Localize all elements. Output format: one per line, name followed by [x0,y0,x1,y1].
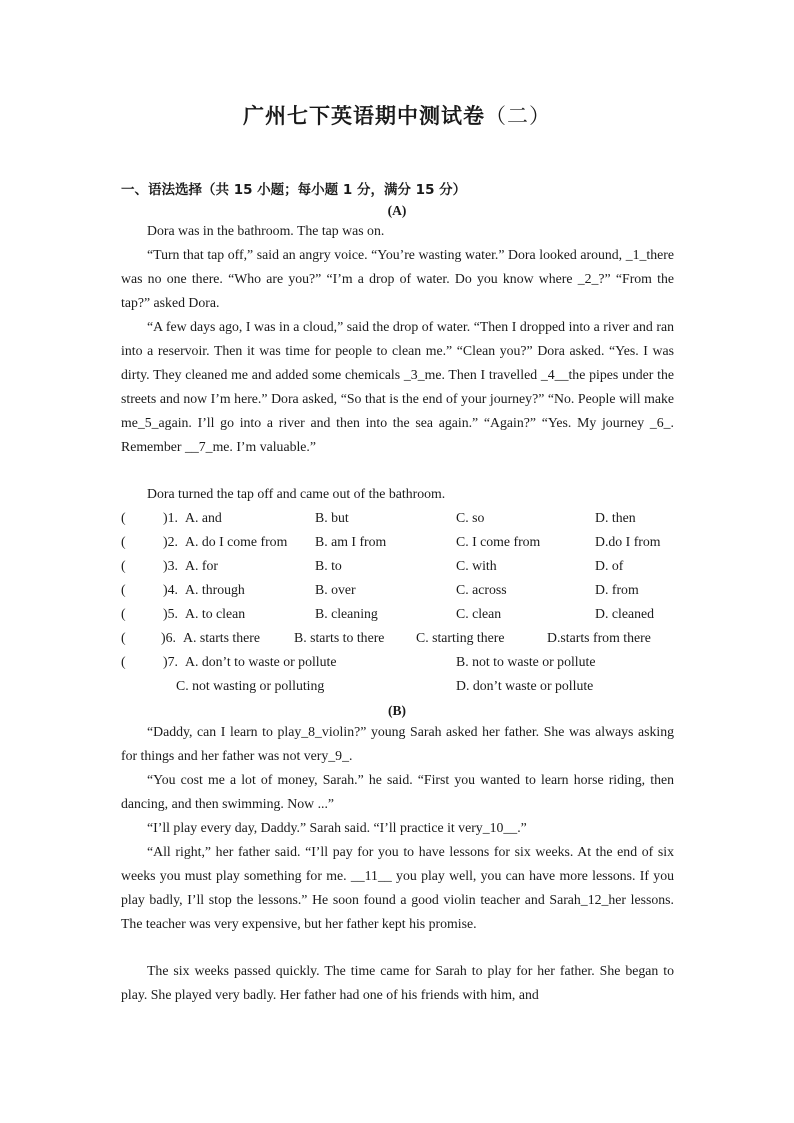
option-c: C. across [456,582,507,597]
question-number: )7. [163,654,178,669]
question-number: )1. [163,510,178,525]
option-d: D. don’t waste or pollute [456,678,594,693]
option-a: A. do I come from [185,534,288,549]
option-d: D. then [595,510,636,525]
option-c: C. clean [456,606,502,621]
passage-b-paragraph: The six weeks passed quickly. The time came for Sarah to play for her father. She began to play. She played very badly. Her father had one of his friends with him, and [121,963,674,1002]
option-b: B. cleaning [315,606,378,621]
option-d: D. of [595,558,624,573]
title-main: 广州七下英语期中测试卷 [243,103,485,128]
question-row [121,558,681,582]
option-a: A. don’t to waste or pollute [185,654,337,669]
option-c: C. so [456,510,485,525]
option-c: C. with [456,558,497,573]
question-row [121,630,681,654]
question-number: )4. [163,582,178,597]
question-number: )6. [161,630,176,645]
passage-a-paragraph: “A few days ago, I was in a cloud,” said the drop of water. “Then I dropped into a river and ran into a reservoir. Then it was time for people to clean me.” “Clean you?” Dora asked. “Yes. I was dirty. They cleaned me and added some chemicals _3_me. Then I travelled _4__the pipes under the streets and now I’m here.” Dora asked, “So that is the end of your journey?” “No. People will make me_5_again. I’ll go into a river and then into the sea again.” “Again?” “Yes. My journey _6_. Remember __7_me. I’m valuable.” [121,319,674,454]
question-row-continued [121,678,681,702]
question-row [121,654,681,678]
option-b: B. over [315,582,356,597]
option-c: C. I come from [456,534,541,549]
passage-a-paragraph: “Turn that tap off,” said an angry voice. “You’re wasting water.” Dora looked around, _1_there was no one there. “Who are you?” “I’m a drop of water. Do you know where _2_?” “From the tap?” asked Dora. [121,247,674,310]
option-a: A. through [185,582,245,597]
question-number: )5. [163,606,178,621]
question-row [121,606,681,630]
option-a: A. starts there [183,630,261,645]
option-d: D. cleaned [595,606,654,621]
page-title [0,100,794,130]
answer-bracket[interactable]: ( [121,654,126,669]
section-heading: 一、语法选择（共 15 小题；每小题 1 分，满分 15 分） [121,182,467,198]
option-c: C. starting there [416,630,505,645]
option-d: D. from [595,582,639,597]
title-sub: （二） [485,104,551,128]
option-b: B. am I from [315,534,387,549]
passage-b-paragraph: “I’ll play every day, Daddy.” Sarah said. “I’ll practice it very_10__.” [147,820,527,835]
answer-bracket[interactable]: ( [121,510,126,525]
option-a: A. for [185,558,218,573]
question-row [121,582,681,606]
option-d: D.do I from [595,534,661,549]
answer-bracket[interactable]: ( [121,630,126,645]
option-a: A. and [185,510,222,525]
answer-bracket[interactable]: ( [121,534,126,549]
option-c: C. not wasting or polluting [176,678,325,693]
passage-b-paragraph: “All right,” her father said. “I’ll pay for you to have lessons for six weeks. At the end of six weeks you must play something for me. __11__ you play well, you can have more lessons. If you play badly, I’ll stop the lessons.” He soon found a good violin teacher and Sarah_12_her lessons. The teacher was very expensive, but her father kept his promise. [121,844,674,931]
answer-bracket[interactable]: ( [121,606,126,621]
answer-bracket[interactable]: ( [121,558,126,573]
passage-b-paragraph: “Daddy, can I learn to play_8_violin?” young Sarah asked her father. She was always asking for things and her father was not very_9_. [121,724,674,763]
option-a: A. to clean [185,606,246,621]
question-number: )3. [163,558,178,573]
question-row [121,534,681,558]
passage-b-paragraph: “You cost me a lot of money, Sarah.” he said. “First you wanted to learn horse riding, then dancing, and then swimming. Now ...” [121,772,674,811]
option-b: B. starts to there [294,630,385,645]
option-b: B. but [315,510,349,525]
passage-b-label: (B) [388,703,406,718]
passage-a-paragraph: Dora was in the bathroom. The tap was on. [147,223,385,238]
passage-a-label: (A) [387,203,407,218]
option-d: D.starts from there [547,630,651,645]
answer-bracket[interactable]: ( [121,582,126,597]
passage-a-paragraph: Dora turned the tap off and came out of the bathroom. [147,486,446,501]
option-b: B. not to waste or pollute [456,654,596,669]
option-b: B. to [315,558,342,573]
question-number: )2. [163,534,178,549]
question-row [121,510,681,534]
